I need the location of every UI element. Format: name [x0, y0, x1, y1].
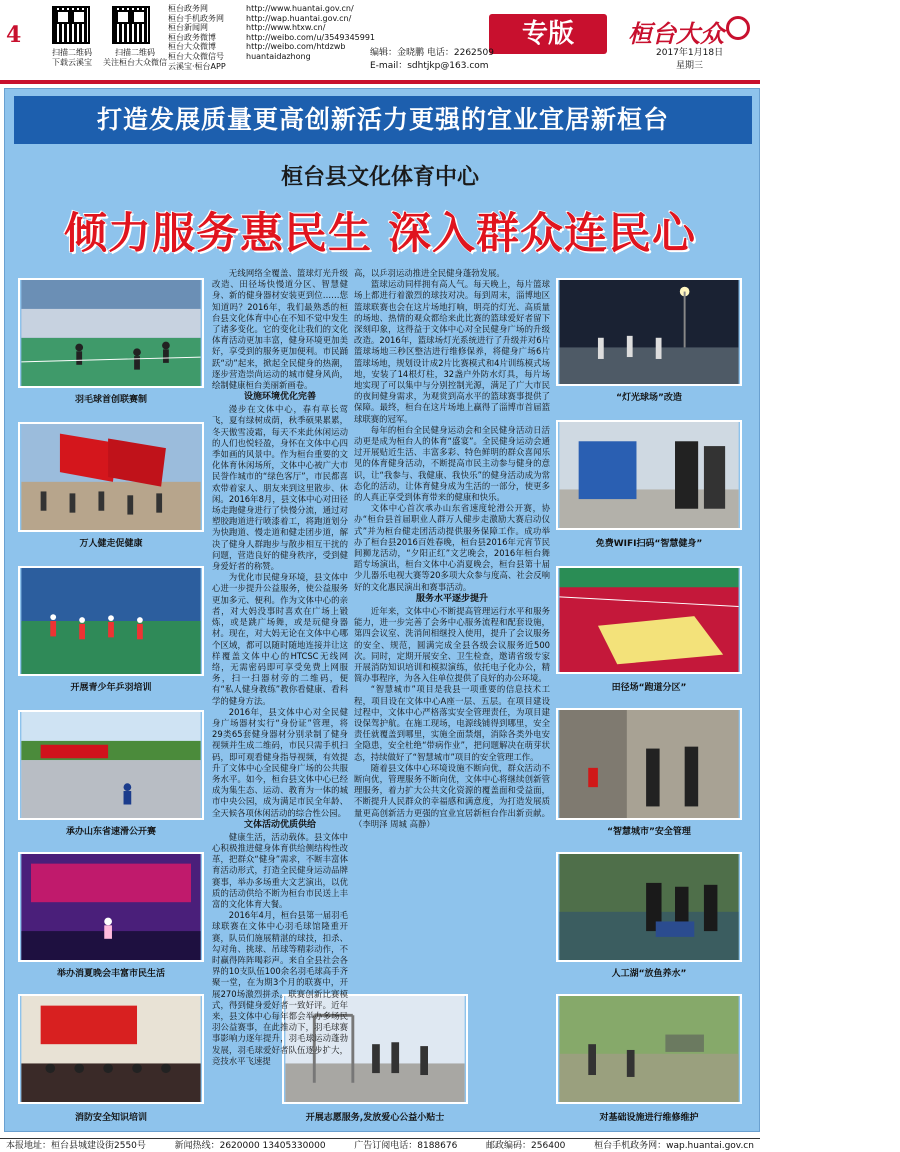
headline: 倾力服务惠民生 深入群众连民心 — [64, 209, 696, 259]
photo-track-lanes — [556, 566, 742, 674]
link-item: 桓台政务微博 http://weibo.com/u/3549345991 — [168, 32, 376, 42]
page-number: 4 — [6, 22, 22, 48]
caption: 人工湖“放鱼养水” — [611, 969, 687, 979]
photo-youth-training — [18, 566, 204, 676]
article-column-1: 无线网络全覆盖、篮球灯光升级改造、田径场快慢道分区、智慧健身、新的健身器材安装更到位……您知道吗？2016年，我们最熟悉的桓台县文化体育中心在不知不觉中发生了诸多变化。它的变化让我们的文化体育活动更加丰富，健身环境更加美好，享受到的服务更加便利。市民踊跃“动”起来，掀起全民健身的热潮，逐步营造崇尚运动的城市健身风尚，绘制健康桓台美丽新画卷。 设施环境优化完善 漫步在文体中心，春有草长莺飞，夏有绿树成荫，秋季硕果累累，冬天傲雪凌霜，每天不来此休闲运动的人们也悦轻盈，身怀在文体中心四季如画的风景中。作为桓台重要的文化体育休闲场所，文体中心被广大市民誉作城市的“绿色客厅”，市民都喜欢带着家人、朋友来到这里散步、休闲。2016年8月，县文体中心对田径场走跑健身进行了快慢分流，通过对塑胶跑道进行喷漆着工，将跑道划分为快跑道、慢走道和健走团步道，解决了健身人群跑步与散步相互干扰的问题，营造良好的健身秩序，受到健身爱好者的称赞。 为优化市民健身环境，县文体中心进一步提升公益服务，使公益服务更加多元、便利。作为文体中心的亲者，对大妈没事时喜欢在广场上锻炼，或是跳广场舞，或是玩健身器材。现在，对大妈无论在文体中心哪个区域，都可以随时随地连接并让这样覆盖文体中心的HTCSC无线网络，无需密码即可享受免费上网服务，扫一扫器材旁的二维码，便有“私人健身教练”教你看健康、看科学的健身方法。 2016年，县文体中心对全民健身广场器材实行“身份证”管理，将29类65套健身器材分别录制了健身视频并生成二维码，市民只需手机扫码，即可观看健身指导视频，有效提升了文体中心全民健身广场的公共服务水平。如今，桓台县文体中心已经成为集生态、运动、教育为一体的城市中央公园，成为满足市民全年龄、全天候各项休闲活动的综合性公园。 文体活动优质供给 健康生活，活动载体。县文体中心积极推进健身体育供给侧结构性改革，把群众“健身”需求，不断丰富体育活动形式，打造全民健身运动品牌赛事，举办多场重大文艺演出，以优质的活动供给不断为桓台市民送上丰富的文化体育大餐。 2016年4月，桓台县第一届羽毛球联赛在文体中心羽毛球馆隆重开赛，队员们施展精湛的球技，扣杀、勾对角、挑球、吊球等精彩动作，不时赢得阵阵喝彩声。来自全县社会各界的10支队伍100余名羽毛球高手齐聚一堂，在为期3个月的联赛中，开展270场激烈拼杀。联赛创新比赛模式，得到健身爱好者一致好评。近年来，县文体中心每年都会举办多场民羽公益赛事，在此推动下，羽毛球赛事影响力逐年提升，羽毛球运动蓬勃发展，羽毛球爱好者队伍逐步扩大，竞技水平飞速提 — [212, 268, 348, 1066]
photo-walking — [18, 422, 204, 532]
section-heading: 服务水平逐步提升 — [415, 593, 488, 604]
caption: “灯光球场”改造 — [616, 393, 682, 403]
photo-badminton-league — [18, 278, 204, 388]
caption: 举办消夏晚会丰富市民生活 — [56, 969, 165, 979]
link-item: 桓台政务网 http://www.huantai.gov.cn/ — [168, 4, 354, 13]
link-item: 桓台手机政务网 http://wap.huantai.gov.cn/ — [168, 13, 352, 23]
header-divider — [0, 80, 760, 84]
caption: 田径场“跑道分区” — [611, 683, 687, 693]
editor-info: 编辑：金晓鹏 电话：2262509 E-mail：sdhtjkp@163.com — [370, 48, 494, 71]
qr-code-wechat[interactable] — [112, 6, 150, 44]
link-item: 云溪宝·桓台APP — [168, 61, 226, 71]
subtitle: 桓台县文化体育中心 — [280, 164, 479, 190]
caption: 对基础设施进行维修维护 — [599, 1113, 699, 1123]
section-tag: 专版 — [489, 14, 607, 54]
section-heading: 文体活动优质供给 — [243, 819, 316, 830]
qr-caption-wechat: 扫描二维码 关注桓台大众微信 — [103, 48, 167, 67]
footer: 本报地址：桓台县城建设街2550号 新闻热线：2620000 13405330000 广告订阅电话：8188676 邮政编码：256400 桓台手机政务网：wap.huantai.gov.cn — [0, 1138, 760, 1152]
photo-fish-release — [556, 852, 742, 962]
link-item: 桓台大众微信号 huantaidazhong — [168, 51, 311, 61]
photo-fire-training — [18, 994, 204, 1104]
qr-caption-app: 扫描二维码 下载云溪宝 — [52, 48, 92, 67]
caption: 万人健走促健康 — [79, 539, 143, 549]
caption: 羽毛球首创联赛制 — [74, 395, 147, 405]
photo-maintenance — [556, 994, 742, 1104]
photo-smart-city — [556, 708, 742, 820]
photo-lighted-court — [556, 278, 742, 386]
article-column-2: 高，以乒羽运动推进全民健身蓬勃发展。 篮球运动同样拥有高人气。每天晚上，每片篮球场上都进行着激烈的球技对决。每到周末，淄博地区篮球联赛也会在这片场地打响，明亮的灯光、高质量的场地、热情的观众都给来此比赛的篮球爱好者留下深刻印象，这得益于文体中心对全民健身广场的升级改造。2016年，篮球场灯光系统进行了升级并对6片篮球场地三秒区整洁进行维修保养，将健身广场6片篮球场地，规划设计成2片比赛模式和4片训练模式场地，安装了14根灯柱，32盏户外防水灯具，每片场地实现了可以集中与分别控制光源，满足了广大市民的夜间健身需求，为观赏到高水平的篮球赛事提供了保障。最终，桓台在这片场地上赢得了淄博市首届篮球联赛的冠军。 每年的桓台全民健身运动会和全民健身活动日活动更是成为桓台人的体育“盛宴”。全民健身运动会通过开展贴近生活、丰富多彩、特色鲜明的群众喜闻乐见的体育健身活动，不断提高市民主动参与健身的意识，让“我参与、我健康、我快乐”的健身活动成为常态化的活动，让体育健身成为生活的一部分，使更多的人真正享受到体育带来的健康和快乐。 文体中心首次承办山东省速度轮滑公开赛，协办“桓台县首届职业人群万人健步走激励大赛启动仪式”并为桓台健走团活动提供服务保障工作。成功举办了桓台县2016百姓春晚，桓台县2016年元宵节民间狮龙活动，“夕阳正红”文艺晚会，2016年桓台舞蹈专场演出，桓台文体中心消夏晚会，桓台县第十届少儿器乐电视大赛等20多项大众参与度高、社会反响好的文化惠民演出和赛事活动。 服务水平逐步提升 近年来，文体中心不断提高管理运行水平和服务能力，进一步完善了会务中心服务流程和配套设施，第四会议室、洗消间相继投入使用，提升了会议服务的安全、规范，圆满完成全县各级会议服务近500次。同时，定期开展安全、卫生检查，邀请省级专家开展消防知识培训和模拟演练，依托电子化办公，精简办事程序，为各入住单位提供了良好的办公环境。 “智慧城市”项目是我县一项重要的信息技术工程，项目设在文体中心A座一层、五层。在项目建设过程中，文体中心严格落实安全管理责任，为项目建设保驾护航。在施工现场，电源线铺得到哪里，安全责任就覆盖到哪里，实施全面禁烟，消除各类外电安全隐患，安全杜绝“带病作业”，把问题解决在萌芽状态，持续做好了“智慧城市”项目的安全管理工作。 随着县文体中心环境设施不断向优，群众活动不断向优，管理服务不断向优，文体中心将继续创新管理服务，着力扩大公共文化资源的覆盖面和受益面，不断提升人民群众的幸福感和满意度，为打造发展质量更高创新活力更强的宜业宜居新桓台作出新贡献。（李明泽 周城 高静） — [354, 268, 550, 829]
section-heading: 设施环境优化完善 — [243, 392, 316, 403]
caption: “智慧城市”安全管理 — [607, 827, 691, 837]
qr-code-app[interactable] — [52, 6, 90, 44]
link-item: 桓台新闻网 http://www.htxw.cn/ — [168, 23, 326, 33]
photo-speed-skating — [18, 710, 204, 820]
caption: 消防安全知识培训 — [74, 1113, 147, 1123]
caption: 免费WIFI扫码“智慧健身” — [595, 539, 703, 549]
caption: 承办山东省速滑公开赛 — [65, 827, 156, 837]
issue-date: 2017年1月18日 星期三 — [656, 48, 724, 71]
brand-logo-text: 桓台大众 — [628, 19, 724, 48]
banner-title: 打造发展质量更高创新活力更强的宜业宜居新桓台 — [14, 96, 752, 144]
caption: 开展青少年乒羽培训 — [70, 683, 152, 693]
photo-summer-gala — [18, 852, 204, 962]
link-item: 桓台大众微博 http://weibo.com/htdzwb — [168, 42, 346, 52]
photo-wifi-scan — [556, 420, 742, 530]
caption: 开展志愿服务,发放爱心公益小贴士 — [305, 1113, 445, 1123]
brand-emblem-icon — [726, 16, 750, 40]
